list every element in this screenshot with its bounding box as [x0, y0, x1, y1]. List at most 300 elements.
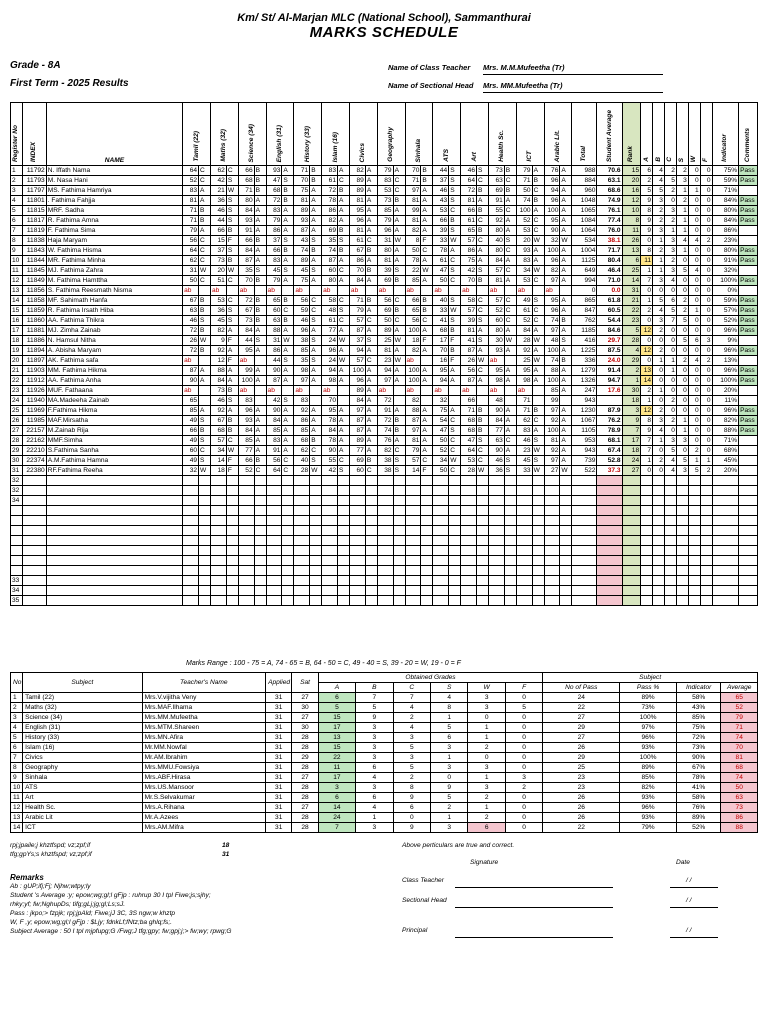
- grade: W: [449, 236, 461, 246]
- grade: A: [254, 436, 266, 446]
- cell: [560, 516, 572, 526]
- cell: [622, 566, 641, 576]
- grade: A: [504, 216, 516, 226]
- cell: [210, 576, 226, 586]
- grade: [421, 396, 433, 406]
- cell: [700, 576, 712, 586]
- grade-count: 5: [664, 446, 676, 456]
- grade: S: [199, 456, 211, 466]
- grade-count: 0: [505, 793, 542, 803]
- grade-count: 0: [688, 176, 700, 186]
- cell: [664, 546, 676, 556]
- cell: [266, 556, 282, 566]
- total: 943: [572, 446, 597, 456]
- mark: 83: [266, 256, 282, 266]
- grade-count: 1: [676, 246, 688, 256]
- cell: [544, 546, 560, 556]
- rank: 4: [622, 346, 641, 356]
- grade: A: [365, 306, 377, 316]
- subject-row: [11, 823, 758, 833]
- mark: 88: [266, 326, 282, 336]
- mark: 34: [433, 456, 449, 466]
- grade: [393, 386, 405, 396]
- index-no: 11969: [22, 406, 46, 416]
- rank: 31: [622, 286, 641, 296]
- mark: 39: [461, 316, 477, 326]
- cell: [46, 526, 182, 536]
- student-average: 60.5: [597, 306, 622, 316]
- cell: [294, 526, 310, 536]
- teacher-name: Mrs.MM.Mufeetha: [142, 713, 265, 723]
- grade-count: 8: [641, 246, 653, 256]
- cell: [544, 556, 560, 566]
- grade-count: 2: [700, 356, 712, 366]
- cell: [433, 566, 449, 576]
- mark: 82: [405, 346, 421, 356]
- mark: 87: [349, 326, 365, 336]
- cell: [560, 566, 572, 576]
- mark: 81: [405, 436, 421, 446]
- grade-count: 0: [653, 336, 665, 346]
- grade-count: 2: [653, 456, 665, 466]
- cell: [532, 486, 544, 496]
- cell: [688, 546, 700, 556]
- cell: [226, 556, 238, 566]
- mark: 80: [488, 246, 504, 256]
- mark: 70: [322, 396, 338, 406]
- student-average: 91.4: [597, 366, 622, 376]
- grade: A: [282, 426, 294, 436]
- mark: 95: [488, 366, 504, 376]
- rank: 29: [622, 356, 641, 366]
- indicator: 71%: [712, 436, 738, 446]
- mark: 93: [266, 166, 282, 176]
- student-name: MMF.Simha: [46, 436, 182, 446]
- grade: A: [421, 446, 433, 456]
- cell: [688, 536, 700, 546]
- mark: 48: [488, 396, 504, 406]
- mark: 56: [377, 296, 393, 306]
- mark: 53: [377, 186, 393, 196]
- cell: [544, 526, 560, 536]
- cell: [544, 566, 560, 576]
- cell: [676, 596, 688, 606]
- empty-row: [11, 566, 758, 576]
- cell: [664, 516, 676, 526]
- rank: 20: [622, 176, 641, 186]
- pass-count: 22: [543, 703, 620, 713]
- cell: [700, 496, 712, 506]
- sat: 27: [292, 713, 318, 723]
- cell: [266, 476, 282, 486]
- mark: 91: [266, 446, 282, 456]
- grade: A: [282, 416, 294, 426]
- total: 1125: [572, 256, 597, 266]
- mark: 66: [210, 226, 226, 236]
- grade-count: 8: [641, 416, 653, 426]
- grade: [421, 286, 433, 296]
- grade: A: [282, 436, 294, 446]
- grade-count: 5: [676, 336, 688, 346]
- grade: S: [254, 336, 266, 346]
- cell: [294, 576, 310, 586]
- cell: [183, 556, 199, 566]
- cell: [712, 506, 738, 516]
- cell: [488, 506, 504, 516]
- cell: [700, 556, 712, 566]
- sat: 27: [292, 693, 318, 703]
- mark: 100: [544, 426, 560, 436]
- cell: [488, 546, 504, 556]
- cell: [688, 576, 700, 586]
- cell: [282, 496, 294, 506]
- mark: 95: [544, 296, 560, 306]
- mark: 41: [461, 336, 477, 346]
- cell: [641, 556, 653, 566]
- cell: [238, 506, 254, 516]
- grade-count: 3: [676, 436, 688, 446]
- cell: [739, 556, 758, 566]
- grade: A: [310, 426, 322, 436]
- cell: [653, 496, 665, 506]
- subject-average: 71: [721, 723, 758, 733]
- grade-count: 4: [393, 703, 430, 713]
- mark: 84: [322, 426, 338, 436]
- cell: [210, 486, 226, 496]
- comment: Pass: [739, 366, 758, 376]
- mark: 66: [238, 166, 254, 176]
- subject-no: 13: [11, 813, 23, 823]
- grade: [449, 286, 461, 296]
- student-name: MAF.Mirsatha: [46, 416, 182, 426]
- grade-count: 4: [688, 266, 700, 276]
- cell: [183, 576, 199, 586]
- mark: 61: [322, 316, 338, 326]
- cell: [393, 566, 405, 576]
- cell: [544, 596, 560, 606]
- cell: [544, 536, 560, 546]
- student-average: [597, 396, 622, 406]
- grade: S: [282, 236, 294, 246]
- cell: [11, 516, 23, 526]
- cell: [322, 596, 338, 606]
- mark: 77: [322, 326, 338, 336]
- cell: [488, 556, 504, 566]
- cell: [254, 556, 266, 566]
- cell: [653, 506, 665, 516]
- cell: [641, 596, 653, 606]
- grade: S: [449, 196, 461, 206]
- grade: S: [393, 456, 405, 466]
- grade: C: [449, 416, 461, 426]
- subject-row: [11, 753, 758, 763]
- col-pass-no: No of Pass: [543, 683, 620, 693]
- grade: C: [338, 176, 350, 186]
- mark: 46: [461, 166, 477, 176]
- grade-count: 7: [641, 436, 653, 446]
- mark: 65: [461, 226, 477, 236]
- grade-count: 6: [468, 823, 505, 833]
- student-average: 46.4: [597, 266, 622, 276]
- mark: 36: [210, 196, 226, 206]
- grade: S: [310, 456, 322, 466]
- mark: 92: [516, 346, 532, 356]
- grade: A: [282, 326, 294, 336]
- remark-line: W, F ,y; epow;wg;gl;l gFjp : $Ljy; fdnkLf;fNtz;ba ghlq;fs;.: [10, 919, 172, 926]
- comment: Pass: [739, 326, 758, 336]
- applied: 31: [266, 693, 292, 703]
- mark: 57: [210, 436, 226, 446]
- grade-count: 0: [688, 276, 700, 286]
- cell: [405, 496, 421, 506]
- grade-count: 0: [688, 206, 700, 216]
- cell: [294, 476, 310, 486]
- grade-count: 5: [318, 703, 355, 713]
- teacher-name: Mrs.ABF.Hirasa: [142, 773, 265, 783]
- indicator: 91%: [712, 256, 738, 266]
- cell: [560, 536, 572, 546]
- grade-count: 1: [468, 723, 505, 733]
- grade: A: [504, 196, 516, 206]
- empty-row: [11, 476, 758, 486]
- grade: B: [199, 216, 211, 226]
- grade: A: [421, 426, 433, 436]
- total: 1084: [572, 216, 597, 226]
- cell: [377, 586, 393, 596]
- index-no: 11940: [22, 396, 46, 406]
- cell: [504, 526, 516, 536]
- grade-count: 7: [393, 693, 430, 703]
- mark: 97: [405, 426, 421, 436]
- student-name: N. Iffath Nama: [46, 166, 182, 176]
- col-grade-a: A: [318, 683, 355, 693]
- mark: 18: [210, 466, 226, 476]
- grade: S: [338, 306, 350, 316]
- mark: 57: [488, 266, 504, 276]
- grade: C: [477, 456, 489, 466]
- grade-count: 6: [356, 763, 393, 773]
- grade: C: [504, 296, 516, 306]
- indicator: 52%: [676, 823, 721, 833]
- cell: [282, 486, 294, 496]
- mark: 14: [210, 456, 226, 466]
- grade-count: 3: [468, 703, 505, 713]
- mark: ab: [266, 386, 282, 396]
- grade: A: [421, 216, 433, 226]
- mark: 42: [266, 396, 282, 406]
- grade-count: 0: [653, 286, 665, 296]
- indicator: 11%: [712, 396, 738, 406]
- rank: 1: [622, 376, 641, 386]
- cell: [739, 476, 758, 486]
- mark: 50: [433, 466, 449, 476]
- mark: 89: [349, 436, 365, 446]
- grade: W: [532, 446, 544, 456]
- student-row: [11, 286, 758, 296]
- cell: [282, 566, 294, 576]
- mark: 72: [322, 186, 338, 196]
- indicator: 41%: [676, 783, 721, 793]
- mark: 90: [488, 406, 504, 416]
- grade: A: [421, 196, 433, 206]
- cell: [676, 536, 688, 546]
- cell: [676, 526, 688, 536]
- cell: [254, 576, 266, 586]
- cell: [688, 516, 700, 526]
- rank: 10: [622, 206, 641, 216]
- student-row: [11, 396, 758, 406]
- cell: [461, 536, 477, 546]
- cell: [310, 476, 322, 486]
- grade: [421, 386, 433, 396]
- cell: [226, 496, 238, 506]
- remarks-title: Remarks: [10, 873, 44, 882]
- grade: B: [282, 246, 294, 256]
- comment: Pass: [739, 406, 758, 416]
- mark: 71: [238, 186, 254, 196]
- cell: [461, 556, 477, 566]
- col-subject: Subject: [23, 673, 142, 693]
- cell: [282, 576, 294, 586]
- student-row: [11, 326, 758, 336]
- mark: 27: [544, 466, 560, 476]
- grade: A: [226, 406, 238, 416]
- mark: 91: [238, 226, 254, 236]
- grade-count: 6: [393, 803, 430, 813]
- cell: [712, 476, 738, 486]
- grade: W: [338, 356, 350, 366]
- grade-count: 0: [505, 723, 542, 733]
- cell: [572, 496, 597, 506]
- cell: [739, 526, 758, 536]
- grade: A: [560, 176, 572, 186]
- cell: [504, 476, 516, 486]
- cell: [322, 516, 338, 526]
- student-row: [11, 456, 758, 466]
- mark: 93: [238, 216, 254, 226]
- pass-count: 29: [543, 753, 620, 763]
- cell: [560, 476, 572, 486]
- total: 416: [572, 336, 597, 346]
- grade-count: 0: [700, 406, 712, 416]
- grade-count: 0: [676, 406, 688, 416]
- grade: S: [310, 266, 322, 276]
- mark: 100: [405, 366, 421, 376]
- grade-count: 12: [641, 406, 653, 416]
- mark: 84: [349, 276, 365, 286]
- total: 522: [572, 466, 597, 476]
- cell: [322, 556, 338, 566]
- grade: C: [477, 306, 489, 316]
- grade: A: [338, 216, 350, 226]
- subject-name: Arabic Lit: [23, 813, 142, 823]
- mark: 91: [488, 196, 504, 206]
- cell: [11, 506, 23, 516]
- indicator: 57%: [712, 306, 738, 316]
- mark: ab: [377, 386, 393, 396]
- cell: [282, 526, 294, 536]
- indicator: 96%: [712, 326, 738, 336]
- grade-count: 0: [393, 813, 430, 823]
- cell: [393, 516, 405, 526]
- col-indicator: Indicator: [676, 683, 721, 693]
- col-student-average: Student Average: [597, 103, 622, 166]
- cell: [516, 516, 532, 526]
- grade: B: [338, 226, 350, 236]
- mark: 12: [210, 356, 226, 366]
- mark: 70: [349, 266, 365, 276]
- comment: Pass: [739, 296, 758, 306]
- grade: A: [199, 226, 211, 236]
- student-name: M. Fathima Hamttha: [46, 276, 182, 286]
- indicator: 23%: [712, 236, 738, 246]
- cell: [461, 486, 477, 496]
- student-row: [11, 306, 758, 316]
- cell: [712, 536, 738, 546]
- mark: 40: [294, 456, 310, 466]
- mark: 78: [322, 416, 338, 426]
- grade: S: [532, 296, 544, 306]
- cell: [365, 536, 377, 546]
- class-teacher-line: [388, 63, 565, 72]
- cell: [183, 536, 199, 546]
- cell: [338, 476, 350, 486]
- cell: [461, 526, 477, 536]
- cell: [310, 526, 322, 536]
- col-index: INDEX: [22, 103, 46, 166]
- col-register-no: Register No: [11, 103, 23, 166]
- grade-count: 9: [393, 823, 430, 833]
- grade: B: [477, 406, 489, 416]
- col-total: Total: [572, 103, 597, 166]
- grade: A: [560, 386, 572, 396]
- subject-no: 14: [11, 823, 23, 833]
- cell: [421, 566, 433, 576]
- grade-count: 2: [676, 296, 688, 306]
- index-no: 11894: [22, 346, 46, 356]
- grade: C: [226, 436, 238, 446]
- grade: C: [199, 276, 211, 286]
- grade: W: [532, 466, 544, 476]
- indicator: 59%: [712, 296, 738, 306]
- grade: W: [560, 466, 572, 476]
- mark: 78: [405, 256, 421, 266]
- mark: ab: [294, 386, 310, 396]
- mark: 88: [405, 406, 421, 416]
- grade: B: [199, 426, 211, 436]
- grade: C: [477, 236, 489, 246]
- teacher-name: Mr.AM.Ibrahim: [142, 753, 265, 763]
- grade-count: 0: [700, 176, 712, 186]
- grade: A: [393, 166, 405, 176]
- grade: A: [365, 176, 377, 186]
- cell: [238, 496, 254, 506]
- register-no: 29: [11, 446, 23, 456]
- indicator: 59%: [712, 176, 738, 186]
- grade: [338, 386, 350, 396]
- comment: Pass: [739, 166, 758, 176]
- grade-count: 5: [676, 266, 688, 276]
- grade: A: [421, 186, 433, 196]
- cell: [266, 506, 282, 516]
- comment: Pass: [739, 176, 758, 186]
- empty-row: [11, 546, 758, 556]
- register-no: 3: [11, 186, 23, 196]
- cell: [641, 526, 653, 536]
- grade: B: [477, 416, 489, 426]
- cell: [254, 586, 266, 596]
- grade: S: [310, 316, 322, 326]
